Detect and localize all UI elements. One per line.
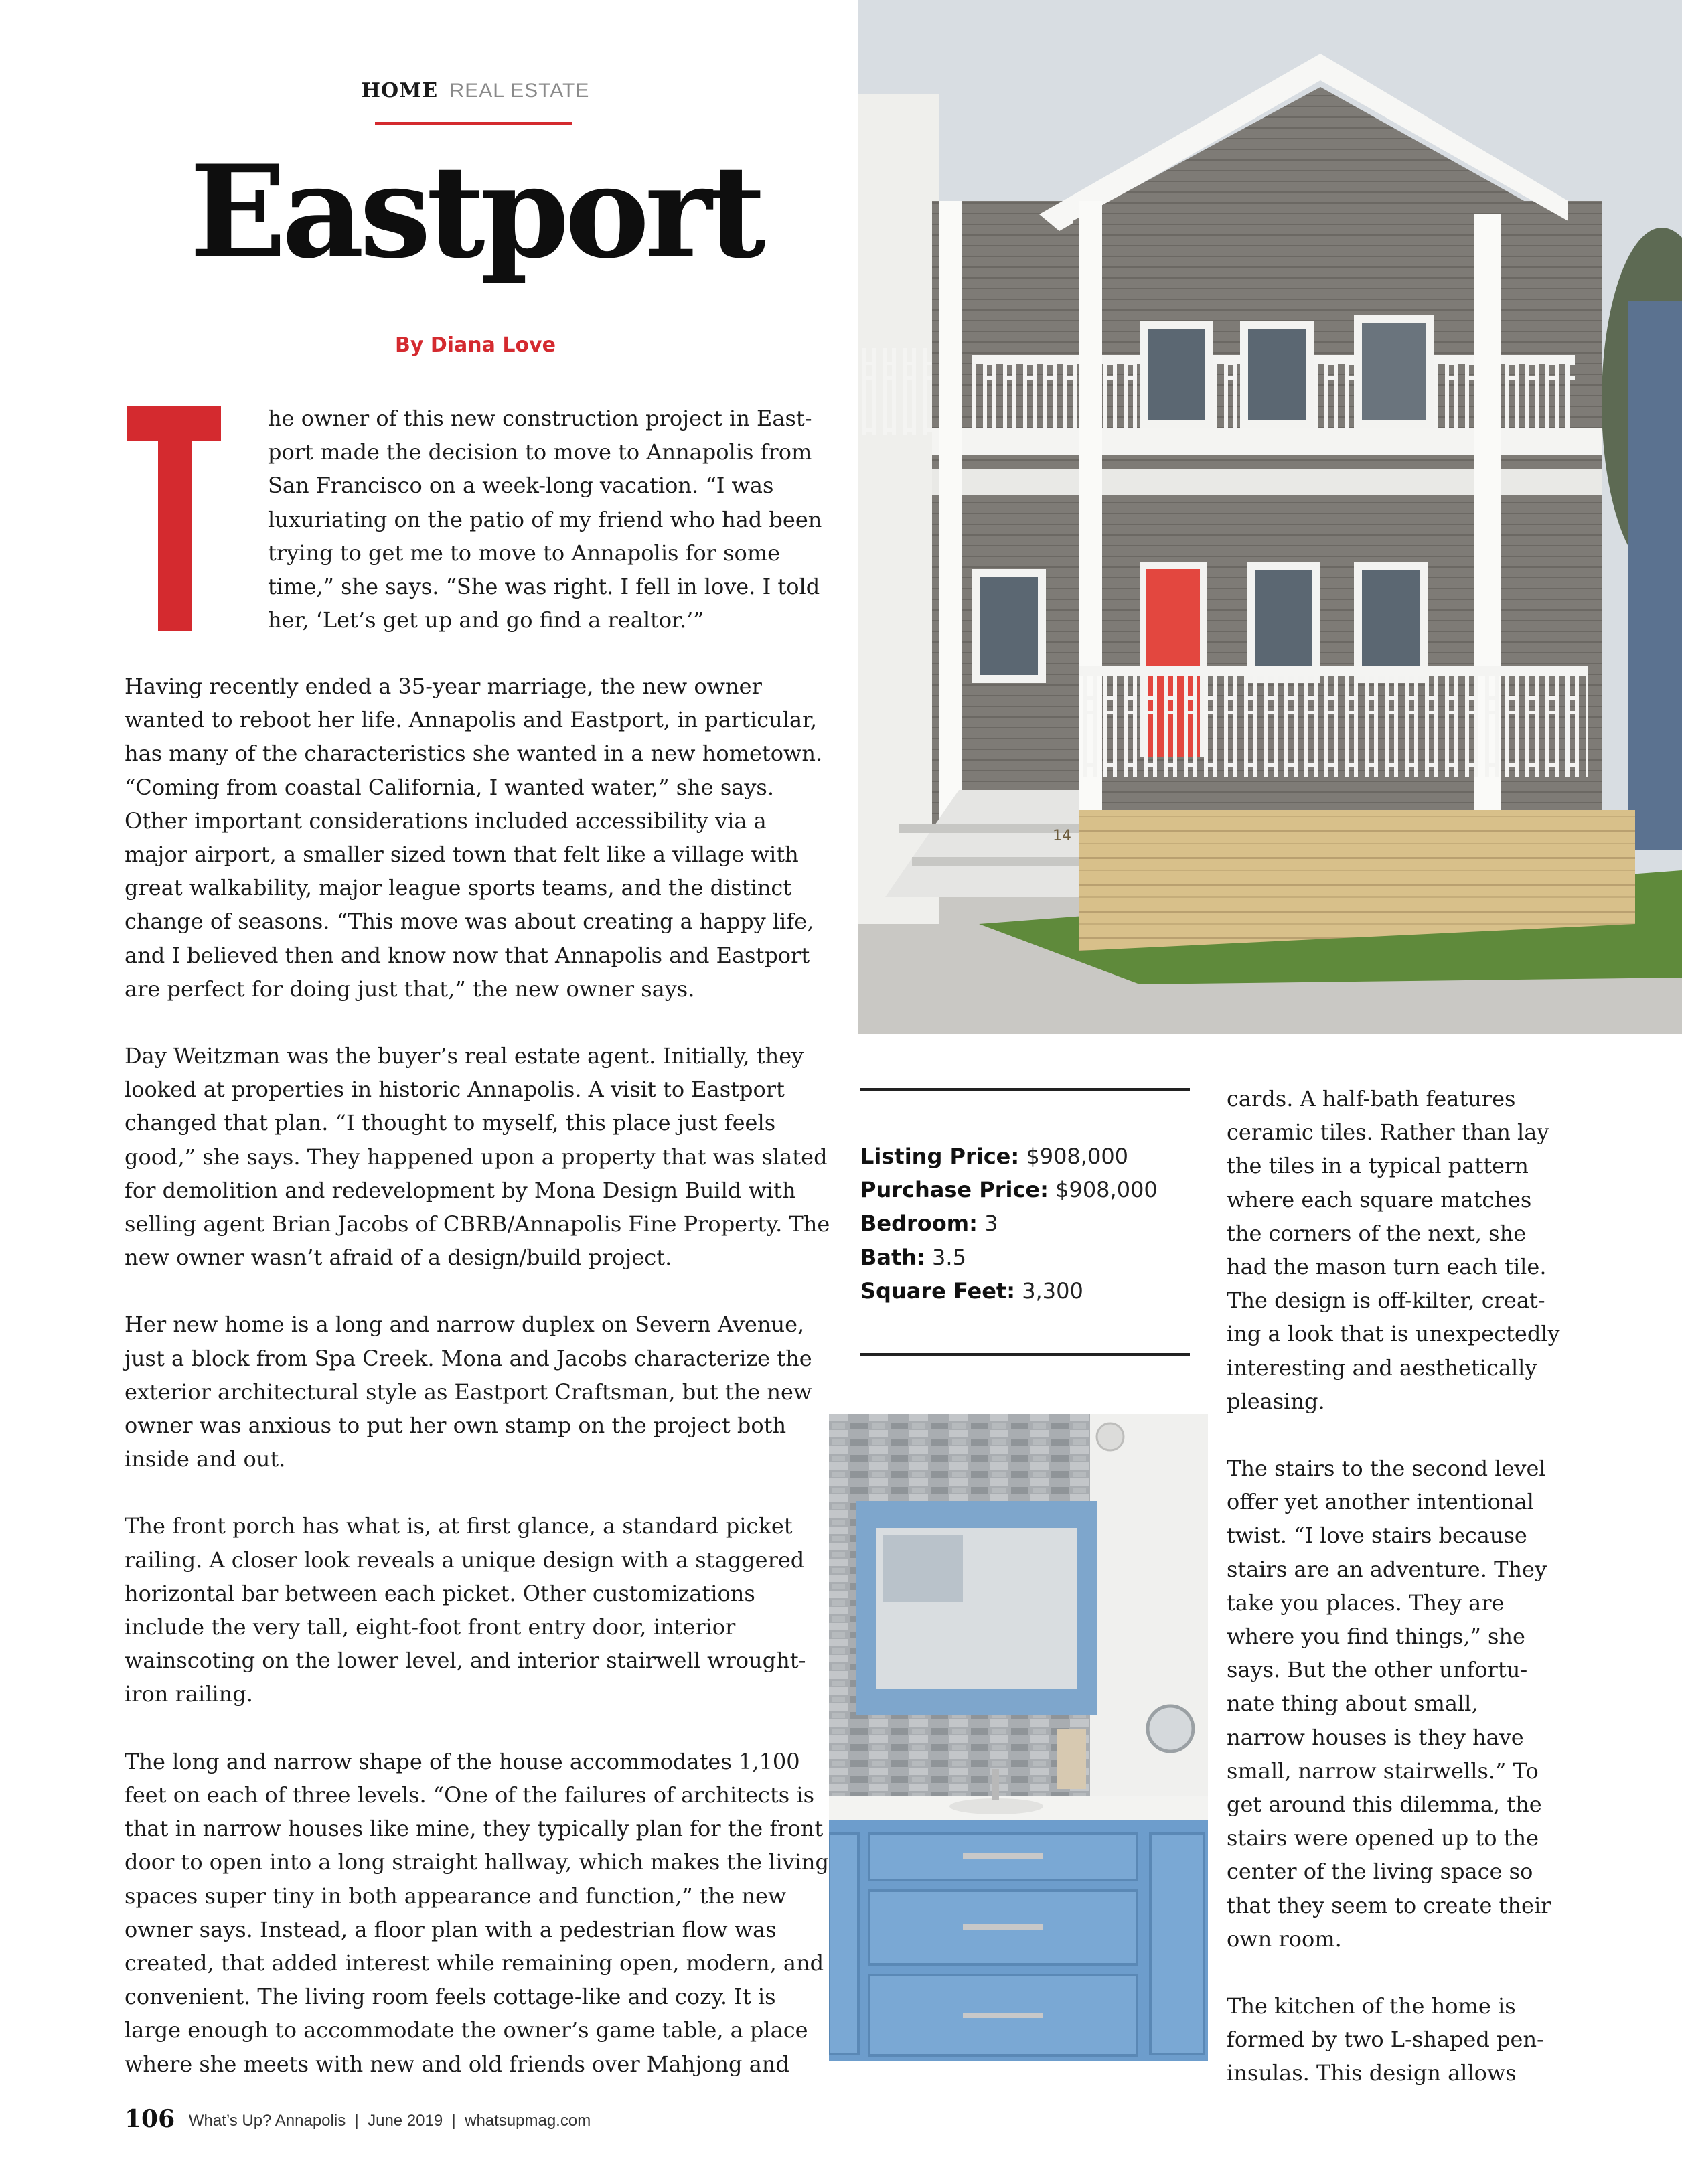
facts-rule-top [860,1088,1190,1091]
right-column [1227,1082,1561,2124]
house-number: 14 [1053,828,1071,844]
fact-value: 3.5 [932,1244,966,1270]
subsection-label: REAL ESTATE [449,80,590,102]
house-exterior-illustration [858,0,1682,1034]
paragraph: cards. A half-bath features ceramic tiles. Rather than lay the tiles in a typical pattern where each square matches the corners of the next, she had the mason turn each tile. The design is off-kilter, creating a look that is unexpectedly interesting and aesthetically pleasing. [1227,1086,1560,1414]
bathroom-vanity-illustration [829,1414,1208,2061]
bathroom-photo [829,1414,1208,2061]
fact-label: Bath: [860,1244,925,1270]
paragraph: Having recently ended a 35-year marriage, the new owner wanted to reboot her life. Annapolis and Eastport, in particular, has many of the characteristics she wanted in a new hometown. “Coming from coastal California, I wanted water,” she says. Other important considerations included accessibility via a major airport, a smaller sized town that felt like a village with great walkability, major league sports teams, and the distinct change of seasons. “This move was about creating a happy life, and I believed then and know now that Annapolis and Eastport are perfect for doing just that,” the new owner says. [125,674,823,1002]
fact-label: Square Feet: [860,1277,1016,1304]
kicker-underline [375,122,572,125]
paragraph: Her new home is a long and narrow duplex on Severn Avenue, just a block from Spa Creek. Mona and Jacobs characterize the exterior architectural style as Eastport Craftsman, but the new owner was anxious to put her own stamp on the project both inside and out. [125,1312,812,1472]
fact-listing-price [860,1140,1195,1173]
paragraph: The kitchen of the home is formed by two L-shaped peninsulas. This design allows [1227,1993,1544,2086]
paragraph: The front porch has what is, at first glance, a standard picket railing. A closer look reveals a unique design with a staggered horizontal bar between each picket. Other customizations include the very tall, eight-foot front entry door, interior wainscoting on the lower level, and interior stairwell wrought-iron railing. [125,1513,806,1707]
facts-rule-bottom [860,1353,1190,1356]
fact-label: Purchase Price: [860,1177,1049,1203]
paragraph: The long and narrow shape of the house accommodates 1,100 feet on each of three levels. “One of the failures of architects is that in narrow houses like mine, they typically plan for the front door to open into a long straight hallway, which makes the living spaces super tiny in both appearance and function,” the new owner says. Instead, a floor plan with a pedestrian flow was created, that added interest while remaining open, modern, and convenient. The living room feels cottage-like and cozy. It is large enough to accommodate the owner’s game table, a place where she meets with new and old friends over Mahjong and [125,1748,829,2077]
section-kicker [0,79,951,102]
footer-text: What’s Up? Annapolis | June 2019 | whatsupmag.com [188,2112,591,2130]
lead-paragraph [268,402,830,670]
main-column [125,670,834,2114]
fact-purchase-price [860,1173,1195,1206]
paragraph: Day Weitzman was the buyer’s real estate agent. Initially, they looked at properties in historic Annapolis. A visit to Eastport changed that plan. “I thought to myself, this place just feels good,” she says. They happened upon a property that was slated for demolition and redevelopment by Mona Design Build with selling agent Brian Jacobs of CBRB/Annapolis Fine Property. The new owner wasn’t afraid of a design/build project. [125,1043,830,1271]
house-photo [858,0,1682,1034]
lead-text: he owner of this new construction project in Eastport made the decision to move to Annapolis from San Francisco on a week-long vacation. “I was luxuriating on the patio of my friend who had been trying to get me to move to Annapolis for some time,” she says. “She was right. I fell in love. I told her, ‘Let’s get up and go find a realtor.’” [268,406,822,633]
article-title: Eastport [189,137,762,287]
fact-value: 3,300 [1022,1277,1083,1304]
fact-bath [860,1241,1195,1274]
fact-bedroom [860,1206,1195,1240]
fact-label: Bedroom: [860,1211,978,1237]
fact-square-feet [860,1274,1195,1308]
fact-label: Listing Price: [860,1144,1020,1169]
page-number: 106 [125,2105,175,2133]
property-facts [860,1140,1195,1308]
paragraph: The stairs to the second level offer yet another intentional twist. “I love stairs because stairs are an adventure. They take you places. They are where you find things,” she says. But the other unfortunate thing about small, narrow houses is they have small, narrow stairwells.” To get around this dilemma, the stairs were opened up to the center of the living space so that they seem to create their own room. [1227,1456,1551,1952]
byline: By Diana Love [395,333,556,357]
section-label: HOME [361,79,439,102]
page-footer [125,2105,591,2133]
drop-cap [127,406,221,631]
fact-value: 3 [984,1211,998,1237]
fact-value: $908,000 [1055,1177,1158,1203]
fact-value: $908,000 [1026,1144,1129,1169]
